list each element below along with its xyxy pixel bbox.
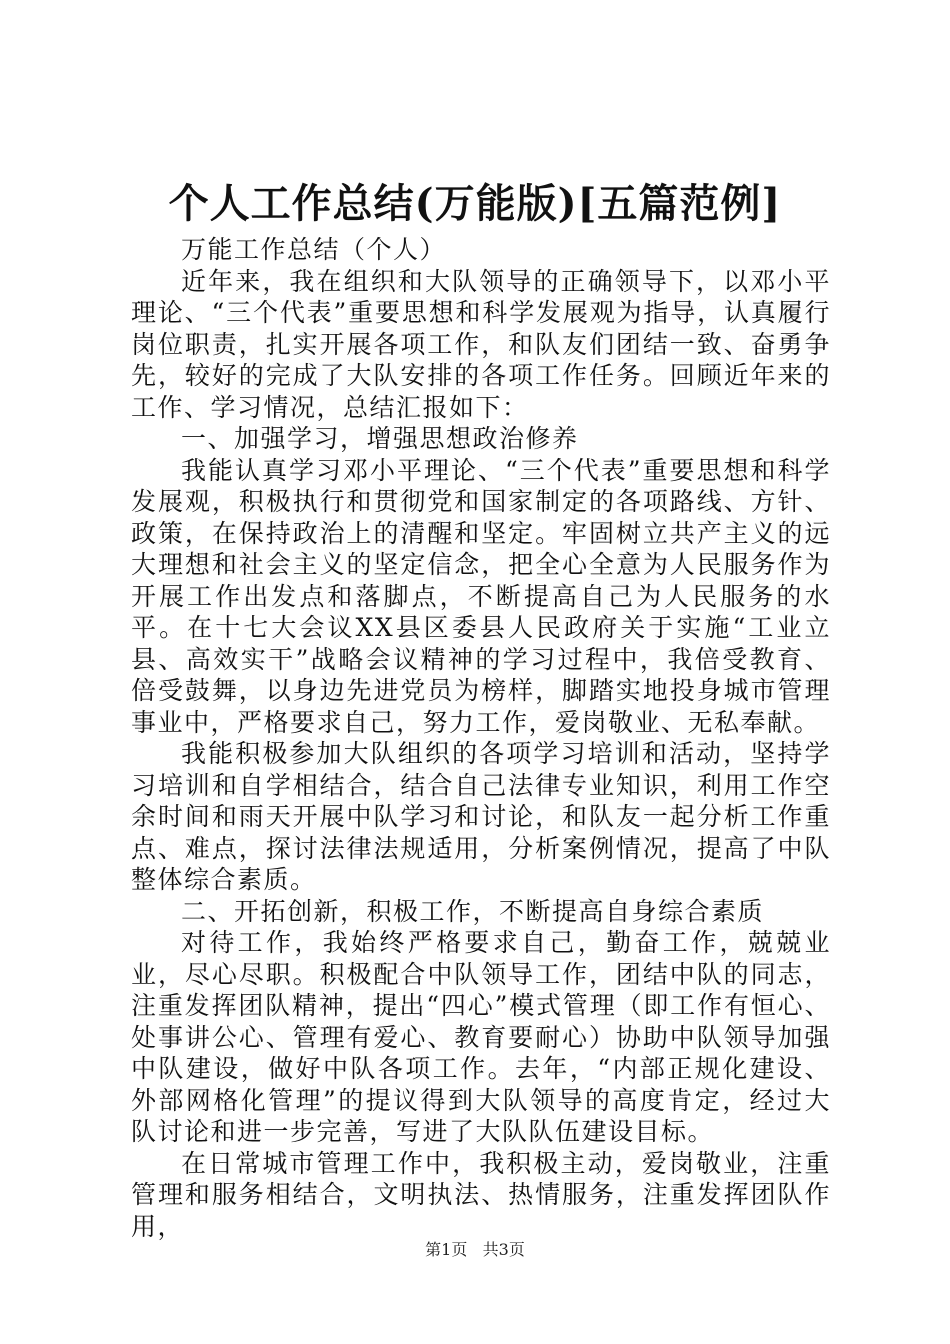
document-body — [131, 234, 831, 1242]
paragraph-study-1: 我能认真学习邓小平理论、“三个代表”重要思想和科学发展观，积极执行和贯彻党和国家制定的各项路线、方针、政策，在保持政治上的清醒和坚定。牢固树立共产主义的远大理想和社会主义的坚定信念，把全心全意为人民服务作为开展工作出发点和落脚点，不断提高自己为人民服务的水平。在十七大会议XX县区委县人民政府关于实施“工业立县、高效实干”战略会议精神的学习过程中，我倍受教育、倍受鼓舞，以身边先进党员为榜样，脚踏实地投身城市管理事业中，严格要求自己，努力工作，爱岗敬业、无私奉献。 — [131, 455, 831, 737]
page-footer — [0, 1239, 950, 1261]
page-separator — [472, 1240, 477, 1259]
paragraph-work-1: 对待工作，我始终严格要求自己，勤奋工作，兢兢业业，尽心尽职。积极配合中队领导工作，团结中队的同志，注重发挥团队精神，提出“四心”模式管理（即工作有恒心、处事讲公心、管理有爱心、教育要耐心）协助中队领导加强中队建设，做好中队各项工作。去年，“内部正规化建设、外部网格化管理”的提议得到大队领导的高度肯定，经过大队讨论和进一步完善，写进了大队队伍建设目标。 — [131, 928, 831, 1146]
section-heading-2: 二、开拓创新，积极工作，不断提高自身综合素质 — [181, 896, 765, 926]
page-total: 共3页 — [482, 1240, 525, 1259]
paragraph-work-2: 在日常城市管理工作中，我积极主动，爱岗敬业，注重管理和服务相结合，文明执法、热情服务，注重发挥团队作用， — [131, 1148, 831, 1241]
paragraph-heading-summary: 万能工作总结（个人） — [181, 235, 447, 264]
paragraph-intro: 近年来，我在组织和大队领导的正确领导下，以邓小平理论、“三个代表”重要思想和科学发展观为指导，认真履行岗位职责，扎实开展各项工作，和队友们团结一致、奋勇争先，较好的完成了大队安排的各项工作任务。回顾近年来的工作、学习情况，总结汇报如下： — [131, 266, 831, 422]
document-title: 个人工作总结(万能版)[五篇范例] — [168, 180, 782, 227]
section-heading-1: 一、加强学习，增强思想政治修养 — [181, 424, 579, 453]
page-number: 第1页 — [425, 1240, 468, 1259]
paragraph-study-2: 我能积极参加大队组织的各项学习培训和活动，坚持学习培训和自学相结合，结合自己法律专业知识，利用工作空余时间和雨天开展中队学习和讨论，和队友一起分析工作重点、难点，探讨法律法规适用，分析案例情况，提高了中队整体综合素质。 — [131, 739, 831, 894]
